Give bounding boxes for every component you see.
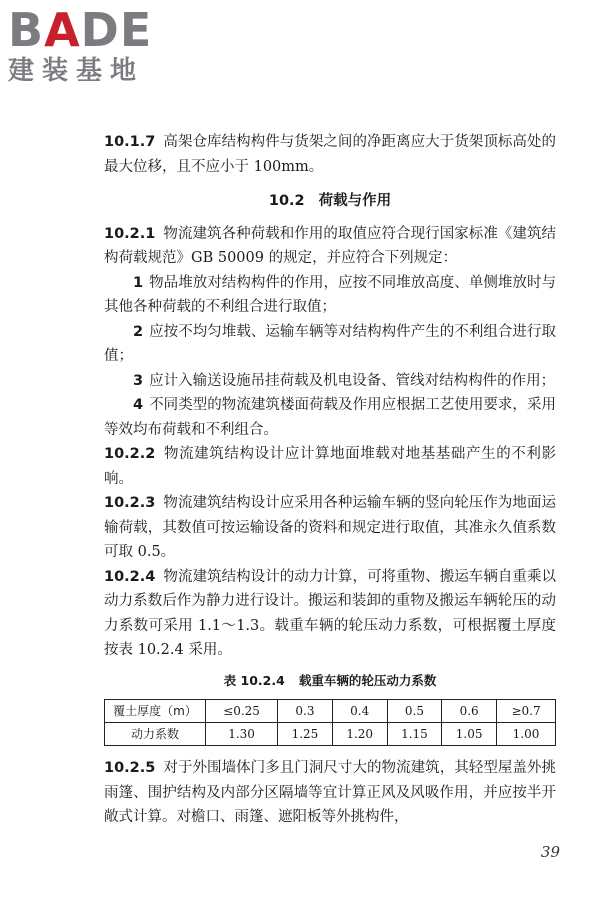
page-number: 39 xyxy=(540,843,560,861)
item-number: 3 xyxy=(133,372,144,389)
clause-text: 物流建筑结构设计应计算地面堆载对地基基础产生的不利影响。 xyxy=(104,446,556,487)
table-cell: ≥0.7 xyxy=(497,700,556,723)
list-item xyxy=(104,369,556,394)
table-cell: 1.30 xyxy=(206,723,278,746)
table-caption xyxy=(104,669,556,694)
clause-text: 物流建筑结构设计的动力计算，可将重物、搬运车辆自重乘以动力系数后作为静力进行设计。搬运和装卸的重物及搬运车辆轮压的动力系数可采用 1.1～1.3。载重车辆的轮压动力系数，可根据覆土厚度按表 10.2.4 采用。 xyxy=(104,568,556,658)
clause-10-2-5 xyxy=(104,756,556,830)
item-text: 应计入输送设施吊挂荷载及机电设备、管线对结构构件的作用； xyxy=(149,372,556,389)
row-header: 覆土厚度（m） xyxy=(105,700,206,723)
clause-text: 高架仓库结构构件与货架之间的净距离应大于货架顶标高处的最大位移，且不应小于 100mm。 xyxy=(104,134,556,175)
section-heading xyxy=(104,189,556,214)
item-text: 物品堆放对结构构件的作用，应按不同堆放高度、单侧堆放时与其他各种荷载的不利组合进行取值； xyxy=(104,274,556,315)
table-title: 载重车辆的轮压动力系数 xyxy=(298,672,437,688)
section-title: 荷载与作用 xyxy=(318,193,392,209)
table-cell: 0.4 xyxy=(332,700,387,723)
list-item xyxy=(104,393,556,442)
item-number: 2 xyxy=(133,323,144,340)
row-header: 动力系数 xyxy=(105,723,206,746)
logo-subtitle: 建装基地 xyxy=(8,56,145,86)
clause-number: 10.2.1 xyxy=(104,225,156,242)
table-row xyxy=(105,700,556,723)
clause-10-2-3 xyxy=(104,491,556,565)
item-text: 应按不均匀堆载、运输车辆等对结构构件产生的不利组合进行取值； xyxy=(104,323,556,364)
table-cell: 1.15 xyxy=(387,723,442,746)
table-cell: 0.5 xyxy=(387,700,442,723)
clause-number: 10.1.7 xyxy=(104,134,156,150)
clause-10-1-7 xyxy=(104,130,556,179)
table-cell: 1.20 xyxy=(332,723,387,746)
table-cell: 1.00 xyxy=(497,723,556,746)
clause-number: 10.2.5 xyxy=(104,760,156,776)
clause-text: 物流建筑结构设计应采用各种运输车辆的竖向轮压作为地面运输荷载，其数值可按运输设备的资料和规定进行取值，其准永久值系数可取 0.5。 xyxy=(104,495,556,560)
item-text: 不同类型的物流建筑楼面荷载及作用应根据工艺使用要求，采用等效均布荷载和不利组合。 xyxy=(104,397,556,438)
table-number: 表 10.2.4 xyxy=(223,672,285,688)
clause-number: 10.2.2 xyxy=(104,446,156,462)
section-number: 10.2 xyxy=(268,193,305,209)
item-number: 1 xyxy=(133,274,144,291)
dynamic-coefficient-table xyxy=(104,699,556,746)
table-cell: ≤0.25 xyxy=(206,700,278,723)
clause-10-2-2 xyxy=(104,442,556,491)
clause-number: 10.2.3 xyxy=(104,495,156,511)
bade-logo xyxy=(8,3,178,86)
item-number: 4 xyxy=(133,397,144,413)
table-cell: 0.3 xyxy=(278,700,333,723)
list-item xyxy=(104,271,556,320)
list-item xyxy=(104,320,556,369)
clause-text: 对于外围墙体门多且门洞尺寸大的物流建筑，其轻型屋盖外挑雨篷、围护结构及内部分区隔墙等宜计算正风及风吸作用，并应按半开敞式计算。对檐口、雨篷、遮阳板等外挑构件， xyxy=(104,760,556,825)
clause-number: 10.2.4 xyxy=(104,568,156,585)
table-cell: 1.05 xyxy=(442,723,497,746)
clause-text: 物流建筑各种荷载和作用的取值应符合现行国家标准《建筑结构荷载规范》GB 50009 的规定，并应符合下列规定： xyxy=(104,225,556,266)
clause-10-2-4 xyxy=(104,565,556,663)
table-cell: 0.6 xyxy=(442,700,497,723)
clause-10-2-1 xyxy=(104,222,556,271)
logo-wordmark: BADE xyxy=(8,3,153,57)
table-cell: 1.25 xyxy=(278,723,333,746)
document-body xyxy=(104,130,556,830)
table-row xyxy=(105,723,556,746)
